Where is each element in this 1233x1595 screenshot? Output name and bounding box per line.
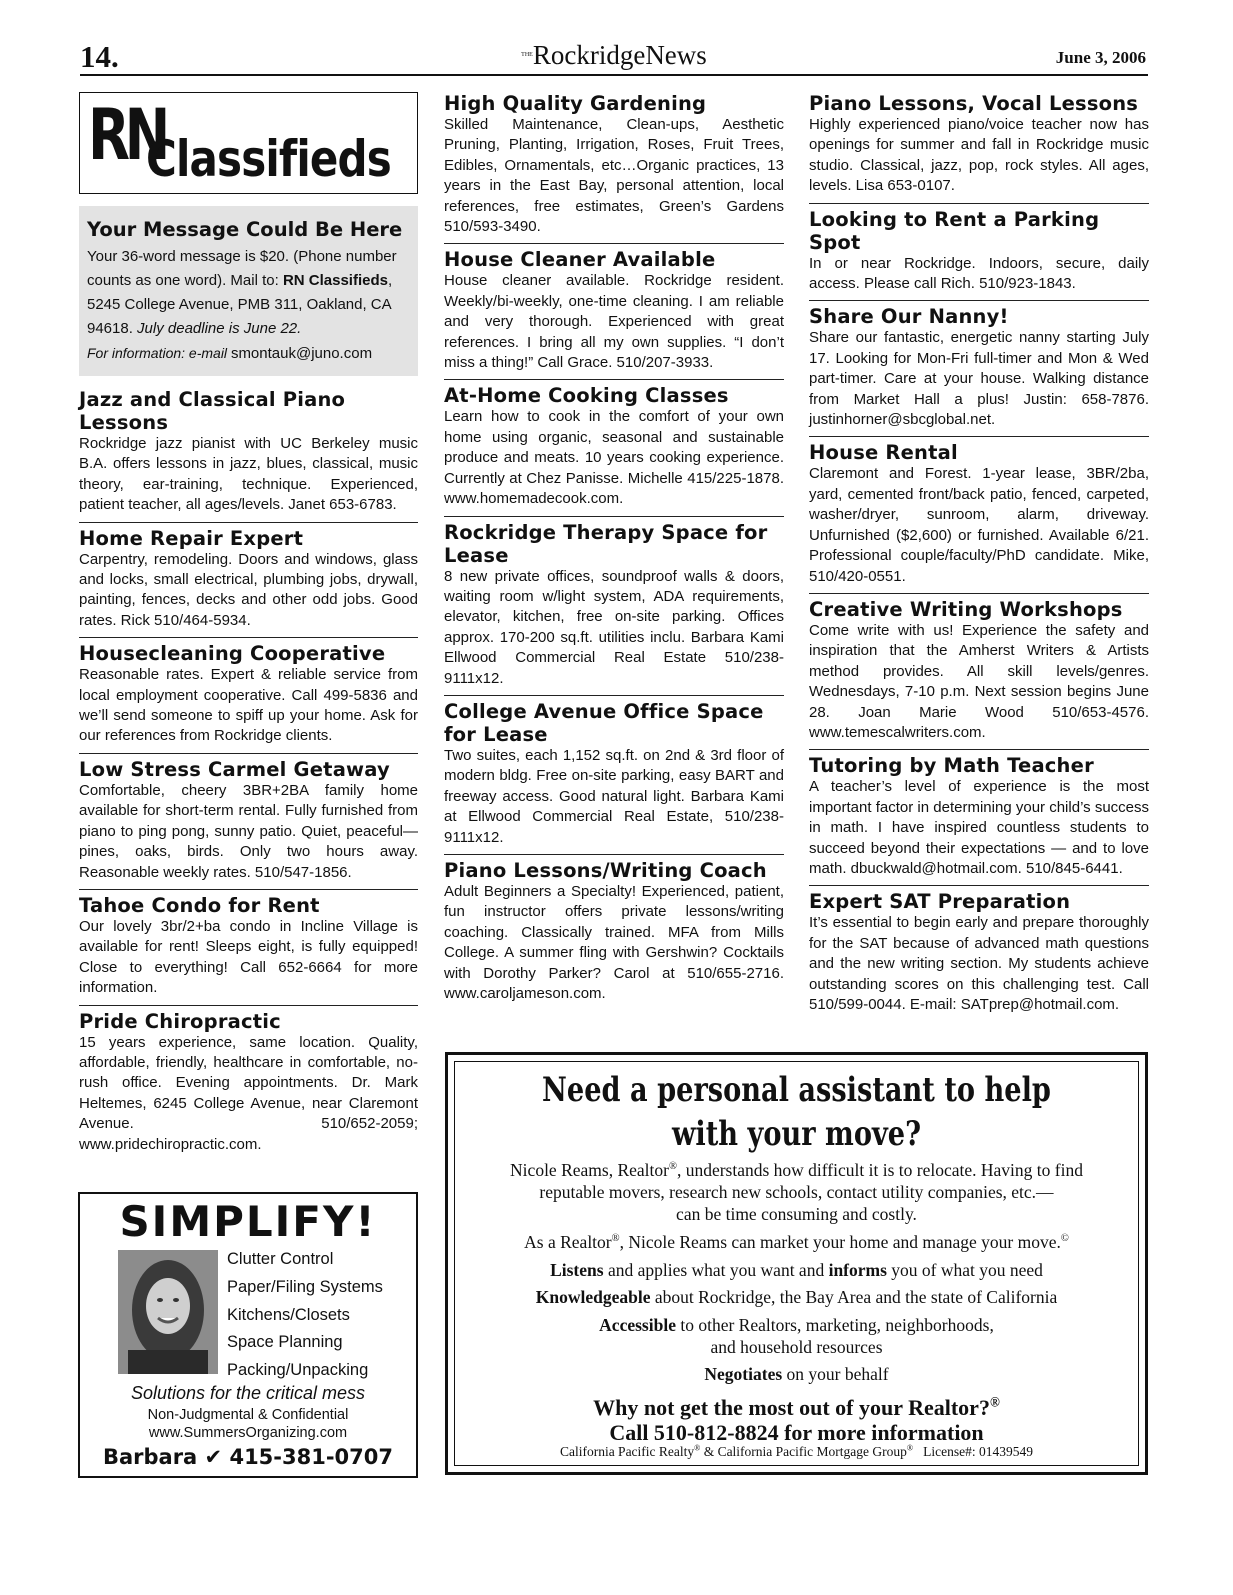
service-item: Paper/Filing Systems [227, 1277, 383, 1296]
page-number: 14. [80, 39, 119, 74]
realtor-ad [445, 1052, 1148, 1475]
classified-ad [79, 894, 418, 1006]
classified-ad-body: Comfortable, cheery 3BR+2BA family home available for short-term rental. Fully furnished from piano to ping pong, sunny patio. Quiet, peaceful—pines, oaks, birds. Only two hours away. Reasonable weekly rates. 510/547-1856. [79, 781, 418, 881]
classified-ad [79, 758, 418, 890]
realtor-headline [523, 1068, 1069, 1156]
classified-ad-title: Creative Writing Workshops [809, 597, 1123, 621]
classified-ad-body: Two suites, each 1,152 sq.ft. on 2nd & 3rd floor of modern bldg. Free on-site parking, easy BART and freeway access. Good natural light. Barbara Kami at Ellwood Commercial Real Estate, 510/238-9111x12. [444, 746, 784, 846]
column-1 [79, 92, 418, 1165]
column-1-ads [79, 388, 418, 1161]
headline-line1: Need a personal assistant to help [542, 1070, 1051, 1110]
masthead [80, 40, 1148, 70]
masthead-small: THE [521, 52, 533, 58]
masthead-title: RockridgeNews [532, 40, 707, 70]
realtor-accessible: Accessible to other Realtors, marketing, neighborhoods, and household resources [599, 1315, 994, 1357]
realtor-listens: Listens and applies what you want and informs you of what you need [550, 1260, 1043, 1280]
classified-ad [809, 92, 1149, 204]
classified-ad-title: Share Our Nanny! [809, 305, 1009, 329]
realtor-ad-inner [454, 1061, 1139, 1466]
classified-ad [79, 642, 418, 754]
message-box [79, 206, 418, 376]
classified-ad-title: Piano Lessons, Vocal Lessons [809, 92, 1139, 115]
classified-ad-body: It’s essential to begin early and prepare thoroughly for the SAT because of advanced math questions and the new writing section. My students achieve outstanding scores on this challenging test. Call 510/599-0044. E-mail: SATprep@hotmail.com. [809, 914, 1149, 1013]
classified-ad-body: Adult Beginners a Specialty! Experienced, patient, fun instructor offers private lessons/writing coaching. Classically trained. MFA from Mills College. A summer fling with Gershwin? Cocktails with Dorothy Parker? Carol at 510/655-2716. www.caroljameson.com. [444, 882, 784, 1002]
classified-ad-body: 8 new private offices, soundproof walls & doors, waiting room w/light system, ADA requirements, elevator, kitchen, free on-site parking. Offices approx. 170-200 sq.ft. utilities inclu. Barbara Kami Ellwood Commercial Real Estate 510/238-9111x12. [444, 567, 784, 687]
classified-ad-title: Low Stress Carmel Getaway [79, 757, 390, 781]
classified-ad-body: Learn how to cook in the comfort of your own home using organic, seasonal and sustainable produce and meats. 10 years cooking experience. Currently at Chez Panisse. Michelle 415/225-1878. www.homemadecook.com. [444, 408, 784, 508]
page-header [80, 40, 1148, 76]
classified-ad-title: Tutoring by Math Teacher [809, 754, 1094, 778]
classified-ad-title: House Cleaner Available [444, 248, 716, 272]
msg-deadline: July deadline is June 22. [137, 320, 302, 337]
classified-ad-body: Skilled Maintenance, Clean-ups, Aesthetic Pruning, Planting, Irrigation, Roses, Fruit Trees, Edibles, Ornamentals, etc…Organic practices, 13 years in the East Bay, personal attention, local references, free estimates, Green’s Gardens 510/593-3490. [444, 116, 784, 236]
message-box-title: Your Message Could Be Here [87, 218, 403, 241]
simplify-phone: Barbara ✔ 415-381-0707 [102, 1445, 394, 1469]
realtor-footer: California Pacific Realty® & California Pacific Mortgage Group® License#: 01439549 [559, 1443, 1034, 1459]
realtor-negotiates: Negotiates on your behalf [704, 1364, 889, 1384]
msg-line1: Your 36-word message is $20. (Phone number counts as one word). Mail to: [87, 248, 397, 289]
classified-ad [809, 754, 1149, 886]
classified-ad-body: Come write with us! Experience the safety and inspiration that the Amherst Writers & Artists method provides. All skill levels/genres. Wednesdays, 7-10 p.m. Next session begins June 28. Joan Marie Wood 510/653-4576. www.temescalwriters.com. [809, 621, 1149, 741]
message-box-text [87, 245, 410, 366]
classified-ad [444, 248, 784, 380]
classified-ad [444, 384, 784, 516]
classified-ad-title: Jazz and Classical Piano Lessons [79, 388, 346, 434]
classified-ad [79, 388, 418, 523]
portrait-photo [118, 1250, 218, 1374]
classified-ad-title: Piano Lessons/Writing Coach [444, 858, 767, 882]
classified-ad [809, 890, 1149, 1021]
classified-ad [79, 1010, 418, 1161]
service-item: Clutter Control [227, 1250, 334, 1268]
classified-ad-body: Our lovely 3br/2+ba condo in Incline Village is available for rent! Sleeps eight, is fully equipped! Close to everything! Call 652-6664 for more information. [79, 917, 418, 997]
simplify-sub1: Non-Judgmental & Confidential [147, 1407, 349, 1423]
classified-ad [809, 598, 1149, 750]
classified-ad-title: At-Home Cooking Classes [444, 384, 729, 408]
service-item: Kitchens/Closets [227, 1305, 350, 1324]
classified-ad-title: Tahoe Condo for Rent [79, 893, 320, 917]
simplify-website[interactable]: www.SummersOrganizing.com [148, 1425, 348, 1441]
classified-ad-title: Home Repair Expert [79, 526, 304, 550]
msg-line2: , 5245 College Avenue, PMB 311, Oakland, CA 94618. [87, 272, 393, 337]
realtor-knowledgeable: Knowledgeable about Rockridge, the Bay Area and the state of California [535, 1287, 1058, 1307]
issue-date: June 3, 2006 [1055, 48, 1146, 67]
classified-ad [444, 859, 784, 1010]
logo-rn: RN [88, 94, 165, 176]
classified-ad [809, 208, 1149, 302]
classified-ad-body: Reasonable rates. Expert & reliable service from local employment cooperative. Call 499-5836 and we’ll send someone to spiff up your home. Ask for our references from Rockridge clients. [79, 666, 418, 745]
column-3 [809, 92, 1149, 1025]
msg-email[interactable]: smontauk@juno.com [230, 345, 373, 362]
realtor-cta: Why not get the most out of your Realtor?® Call 510-812-8824 for more information [593, 1394, 1000, 1445]
classified-ad-body: Claremont and Forest. 1-year lease, 3BR/2ba, yard, cemented front/back patio, fenced, carpeted, washer/dryer, sunroom, alarm, driveway. Unfurnished ($2,600) or furnished. Available 6/21. Professional couple/faculty/PhD candidate. Mike, 510/420-0551. [809, 465, 1149, 585]
service-item: Space Planning [227, 1333, 343, 1352]
classified-ad-body: House cleaner available. Rockridge resident. Weekly/bi-weekly, one-time cleaning. I am reliable and very thorough. Experienced with great references. I bring all my own supplies. “I don’t miss a thing!” Call Grace. 510/207-3933. [444, 272, 784, 372]
classified-ad [809, 305, 1149, 437]
simplify-tagline: Solutions for the critical mess [130, 1383, 366, 1403]
classified-ad-title: Rockridge Therapy Space for Lease [444, 520, 768, 567]
classified-ad-title: House Rental [809, 441, 958, 465]
classified-ad-title: Looking to Rent a Parking Spot [809, 207, 1100, 254]
realtor-intro: Nicole Reams, Realtor®, understands how difficult it is to relocate. Having to find reputable movers, research new schools, contact utility companies, etc.— can be time consuming and costly. [510, 1160, 1083, 1224]
classified-ad-title: College Avenue Office Space for Lease [444, 699, 764, 746]
classifieds-logo [79, 92, 418, 194]
classified-ad [444, 521, 784, 696]
column-3-ads [809, 92, 1149, 1021]
classified-ad-title: Pride Chiropractic [79, 1009, 281, 1033]
classified-ad-title: High Quality Gardening [444, 92, 707, 115]
headline-line2: with your move? [671, 1114, 922, 1154]
classified-ad [444, 700, 784, 855]
simplify-title: SIMPLIFY! [119, 1197, 377, 1246]
classified-ad-body: A teacher’s level of experience is the most important factor in determining your child’s success in math. I have inspired countless students to succeed beyond their expectations — and to love math. dbuckwald@hotmail.com. 510/845-6441. [809, 778, 1149, 877]
realtor-market: As a Realtor®, Nicole Reams can market your home and manage your move.© [524, 1232, 1069, 1252]
classified-ad-body: Highly experienced piano/voice teacher now has openings for summer and fall in Rockridge music studio. Classical, jazz, pop, rock styles. All ages, levels. Lisa 653-0107. [809, 116, 1149, 195]
classified-ad-body: In or near Rockridge. Indoors, secure, daily access. Please call Rich. 510/923-1843. [809, 254, 1149, 293]
simplify-ad [78, 1192, 418, 1478]
column-2 [444, 92, 784, 1014]
classified-ad-body: Carpentry, remodeling. Doors and windows, glass and locks, small electrical, plumbing jobs, drywall, painting, fences, decks and other odd jobs. Good rates. Rick 510/464-5934. [79, 550, 418, 629]
logo-classifieds: Classifieds [146, 130, 391, 188]
classified-ad-body: 15 years experience, same location. Quality, affordable, friendly, healthcare in comfortable, no-rush office. Evening appointments. Dr. Mark Heltemes, 6245 College Avenue, near Claremont Avenue. 510/652-2059; www.pridechiropractic.com. [79, 1033, 418, 1153]
classified-ad-title: Expert SAT Preparation [809, 890, 1071, 914]
classified-ad [809, 441, 1149, 593]
classified-ad-title: Housecleaning Cooperative [79, 642, 386, 666]
msg-bold: RN Classifieds [282, 272, 388, 289]
column-2-ads [444, 92, 784, 1010]
service-item: Packing/Unpacking [227, 1361, 369, 1380]
classified-ad-body: Share our fantastic, energetic nanny starting July 17. Looking for Mon-Fri full-timer and Mon & Wed part-timer. Care at your house. Walking distance from Market Hall a plus! Justin: 658-7876. justinhorner@sbcglobal.net. [809, 329, 1149, 429]
classified-ad-body: Rockridge jazz pianist with UC Berkeley music B.A. offers lessons in jazz, blues, classical, music theory, ear-training, technique. Experienced, patient teacher, all ages/levels. Janet 653-6783. [79, 435, 418, 514]
classified-ad [444, 92, 784, 244]
msg-info-label: For information: e-mail [87, 345, 231, 361]
classified-ad [79, 527, 418, 639]
services-list [227, 1246, 383, 1385]
